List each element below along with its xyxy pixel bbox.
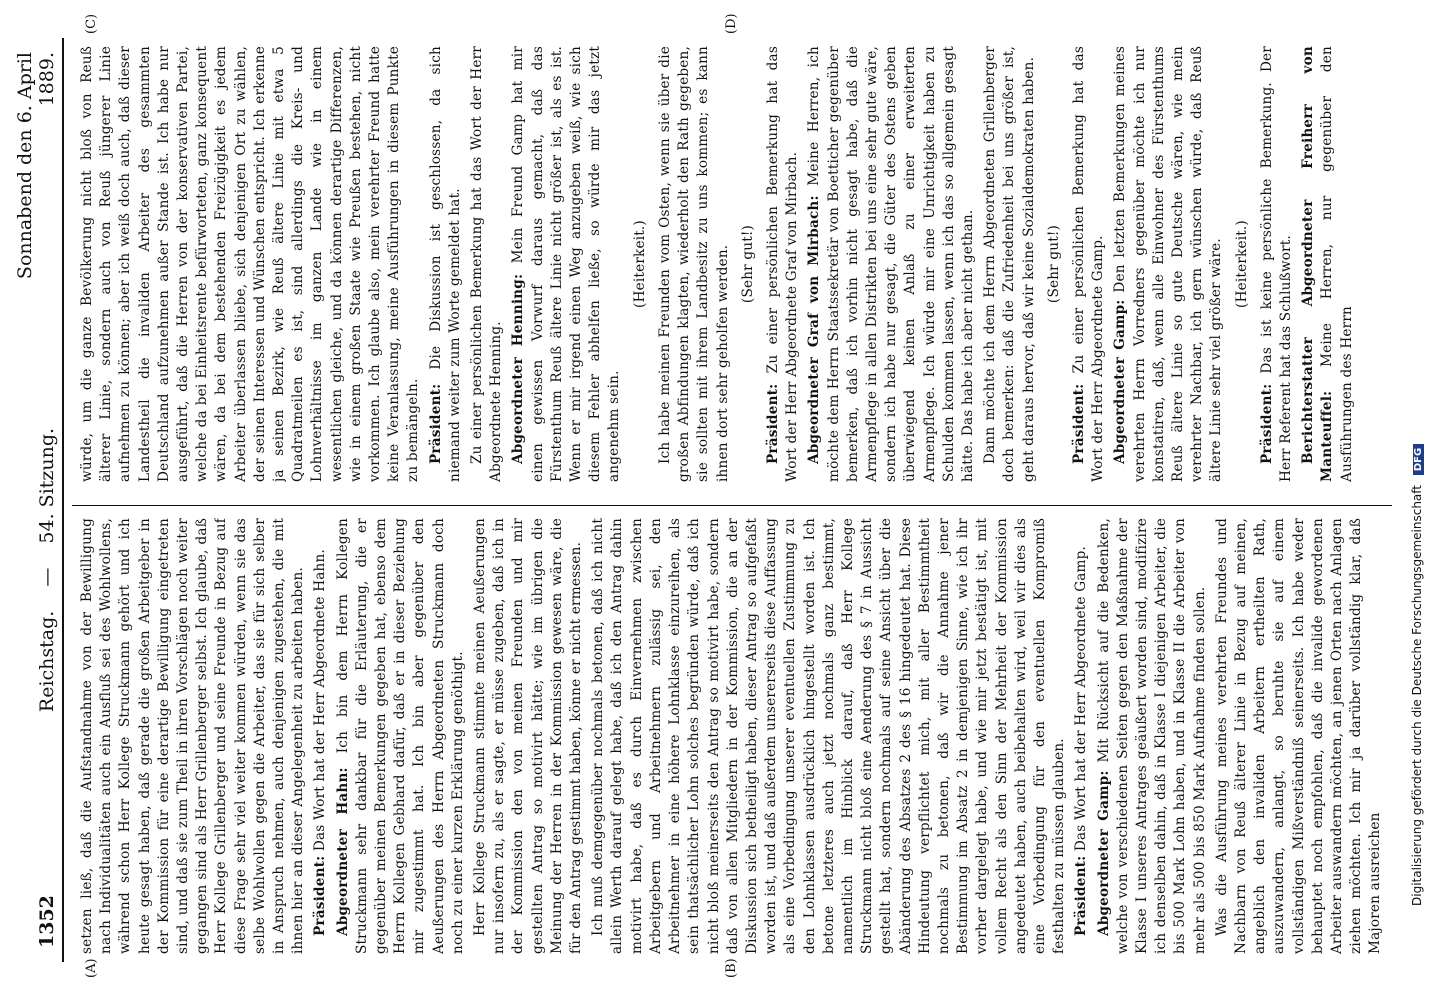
speaker-name: Präsident: xyxy=(1258,383,1275,464)
speech-text: Das Wort hat der Herr Abgeordnete Hahn. xyxy=(312,549,329,852)
speech-text: Zu einer persönlichen Bemerkung hat das Wort der Herr Abgeordnete Gamp. xyxy=(1070,46,1107,482)
speech-paragraph xyxy=(764,46,802,482)
text-paragraph: Ich habe meinen Freunden vom Osten, wenn sie über die großen Abfindungen klagten, wiederholt den Rath gegeben, sie sollten mit ihrem Landbesitz zu uns kommen; es kann ihnen dort sehr geholfen werden. xyxy=(656,46,731,482)
speaker-name: Präsident: xyxy=(312,855,329,936)
header-date: Sonnabend den 6. April 1889. xyxy=(14,52,58,280)
speaker-name: Präsident: xyxy=(427,383,444,464)
speech-text: Das Wort hat der Herr Abgeordnete Gamp. xyxy=(1073,545,1090,852)
speaker-name: Präsident: xyxy=(1070,383,1087,464)
speech-paragraph xyxy=(1095,518,1210,954)
stage-direction: (Sehr gut!) xyxy=(739,224,756,304)
text-paragraph: setzen ließ, daß die Aufstandnahme von der Bewilligung nach Individualitäten auch ein Ausfluß sei des Wohlwollens, während schon Herr Kollege Struckmann gehört und ich heute gesagt haben, daß gerade die großen Arbeitgeber in der Kommission für eine derartige Bewilligung eingetreten sind, und daß sie zum Theil in ihren Vorschlägen noch weiter gegangen sind als Herr Grillenberger selbst. Ich glaube, daß Herr Kollege Grillenberger und seine Freunde in Bezug auf diese Frage sehr viel weiter kommen würden, wenn sie das selbe Wohlwollen gegen die Arbeiter, das sie für sich selber in Anspruch nehmen, auch denjenigen zugestehen, die mit ihnen hier an dieser Angelegenheit zu arbeiten haben. xyxy=(79,518,307,954)
dfg-logo: DFG xyxy=(1413,444,1424,475)
text-paragraph: Ich muß demgegenüber nochmals betonen, daß ich nicht allein Werth darauf gelegt habe, daß ich den Antrag dahin motivirt habe, daß es durch Einvernehmen zwischen Arbeitgebern und Arbeitnehmern zulässig sei, den Arbeitnehmer in eine höhere Lohnklasse einzureihen, als sein thatsächlicher Lohn solches begründen würde, daß ich nicht bloß meinerseits den Antrag so motivirt habe, sondern daß von allen Mitgliedern in der Kommission, die an der Diskussion sich betheiligt haben, dieser Antrag so aufgefaßt worden ist, und daß außerdem unsererseits diese Auffassung als eine Vorbedingung unserer eventuellen Zustimmung zu den Lohnklassen ausdrücklich hingestellt worden ist. Ich betone letzteres auch jetzt nochmals ganz bestimmt, namentlich im Hinblick darauf, daß Herr Kollege Struckmann nicht bloß eine Aenderung des § 7 in Aussicht gestellt hat, sondern nochmals auf seine Ansicht über die Abänderung des Absatzes 2 des § 16 hingedeutet hat. Diese Hindeutung verpflichtet mich, mit aller Bestimmtheit nochmals zu betonen, daß wir die Annahme jener Bestimmung im Absatz 2 in demjenigen Sinne, wie ich ihr vorher dargelegt habe, und wie mir jetzt bestätigt ist, mit vollem Recht als den Sinn der Mehrheit der Kommission angedeutet haben, auch beibehalten wird, weil wir dies als eine Vorbedingung für den eventuellen Kompromiß festhalten zu müssen glauben. xyxy=(590,518,1068,954)
header-dash: — xyxy=(36,567,58,587)
speech-paragraph xyxy=(334,518,468,954)
speech-paragraph xyxy=(805,46,978,482)
speaker-name: Präsident: xyxy=(1073,855,1090,936)
speech-paragraph xyxy=(1070,46,1108,482)
header-rule xyxy=(62,38,64,962)
speech-text: Meine Herren, ich möchte dem Herrn Staatssekretär von Boetticher gegenüber bemerken, daß ich vorhin nicht gesagt habe, daß die Armenpflege in allen Distrikten bei uns eine sehr gute wäre, sondern ich habe nur gesagt, die Güter des Ostens geben überwiegend keinen Anlaß zu einer erweiterten Armenpflege. Ich würde mir eine Unrichtigkeit haben zu Schulden kommen lassen, wenn ich das so allgemein gesagt hätte. Das habe ich aber nicht gethan. xyxy=(806,46,976,482)
speech-paragraph xyxy=(1111,46,1226,482)
page-number: 1352 xyxy=(36,895,58,948)
speech-paragraph xyxy=(1299,46,1357,482)
speech-text: Das ist keine persönliche Bemerkung. Der Herr Referent hat das Schlußwort. xyxy=(1258,46,1294,482)
text-paragraph: Herr Kollege Struckmann stimmte meinen Aeußerungen nur insofern zu, als er sagte, er müsse zugeben, daß ich in der Kommission den von meinen Freunden und mir gestellten Antrag so motivirt hätte; wie im übrigen die Meinung der Herren in der Kommission gewesen wäre, die für den Antrag gestimmt haben, könne er nicht ermessen. xyxy=(472,518,585,954)
speaker-name: Abgeordneter Gamp: xyxy=(1112,299,1129,464)
speech-text: Mein Freund Gamp hat mir einen gewissen Vorwurf daraus gemacht, daß das Fürstenthum Reuß ältere Linie nicht größer ist, als es ist. Wenn er mir irgend einen Weg anzugeben weiß, wie sich diesem Fehler abhelfen ließe, so würde mir das jetzt angenehm sein. xyxy=(510,46,623,482)
stage-direction: (Heiterkeit.) xyxy=(1233,220,1250,308)
right-column xyxy=(78,46,1394,482)
header-title xyxy=(36,312,58,828)
speech-paragraph xyxy=(1258,46,1296,482)
session-label: 54. Sitzung. xyxy=(36,427,58,544)
digitization-footer xyxy=(1410,6,1424,906)
speaker-name: Präsident: xyxy=(764,383,781,464)
speaker-name: Abgeordneter Henning: xyxy=(510,273,527,464)
speech-paragraph xyxy=(1072,518,1091,954)
text-paragraph: Dann möchte ich dem Herrn Abgeordneten Grillenberger doch bemerken: daß die Zufriedenheit bei uns größer ist, geht daraus hervor, daß wir keine Sozialdemokraten haben. xyxy=(982,46,1037,482)
speech-text: Mit Rücksicht auf die Bedenken, welche von verschiedenen Seiten gegen den Maßnahme der Klasse I unseres Antrages geäußert worden sind, modifizire ich denselben dahin, daß in Klasse I diejenigen Arbeiter, die bis 500 Mark Lohn haben, und in Klasse II die Arbeiter von mehr als 500 bis 850 Mark Aufnahme finden sollen. xyxy=(1095,518,1208,954)
speaker-name: Abgeordneter Graf von Mirbach: xyxy=(806,195,823,464)
stage-direction: (Sehr gut!) xyxy=(1045,224,1062,304)
margin-marker-b: (B) xyxy=(724,958,739,978)
speech-text: Die Diskussion ist geschlossen, da sich niemand weiter zum Worte gemeldet hat. xyxy=(427,46,463,482)
margin-marker-c: (C) xyxy=(84,13,99,34)
speaker-name: Abgeordneter Gamp: xyxy=(1095,770,1112,936)
speech-text: Zu einer persönlichen Bemerkung hat das Wort der Herr Abgeordnete Graf von Mirbach. xyxy=(764,46,801,482)
margin-marker-a: (A) xyxy=(84,958,99,978)
speech-text: Ich bin dem Herrn Kollegen Struckmann sehr dankbar für die Erläuterung, die er gegenüber meinen Bemerkungen gegeben hat, ebenso dem Herrn Kollegen Gebhard dafür, daß er in dieser Beziehung mir zugestimmt hat. Ich bin aber gegenüber den Aeußerungen des Herrn Abgeordneten Struckmann doch noch zu einer kurzen Erklärung genöthigt. xyxy=(334,518,466,954)
speech-paragraph xyxy=(427,46,465,482)
running-header xyxy=(14,52,58,948)
speech-text: Den letzten Bemerkungen meines verehrten Herrn Vorredners gegenüber möchte ich nur konstatiren, daß, wenn alle Einwohner des Fürstenthums Reuß ältere Linie so gute Deutsche wären, wie mein verehrter Nachbar, ich gern wünschen würde, daß Reuß ältere Linie sehr viel größer wäre. xyxy=(1112,46,1225,482)
footer-text: Digitalisierung gefördert durch die Deutsche Forschungsgemeinschaft xyxy=(1410,484,1424,906)
reichstag-label: Reichstag. xyxy=(36,610,58,713)
speech-paragraph xyxy=(311,518,330,954)
speech-text: Meine Herren, nur gegenüber den Ausführungen des Herrn xyxy=(1319,46,1355,482)
left-column xyxy=(78,518,1394,954)
speaker-name: Berichterstatter Abgeordneter Freiherr von Manteuffel: xyxy=(1300,46,1336,482)
speaker-name: Abgeordneter Hahn: xyxy=(334,767,351,936)
column-divider xyxy=(72,505,1392,506)
text-paragraph: Zu einer persönlichen Bemerkung hat das Wort der Herr Abgeordnete Henning. xyxy=(469,46,505,482)
margin-marker-d: (D) xyxy=(724,13,739,34)
text-paragraph: würde, um die ganze Bevölkerung nicht bloß von Reuß älterer Linie, sondern auch von Reuß jüngerer Linie aufnehmen zu können; aber ich weiß doch auch, daß dieser Landestheil die invaliden Arbeiter des gesammten Deutschland aufzunehmen außer Stande ist. Ich habe nur ausgeführt, daß die Herren von der konservativen Partei, welche da bei Einheitsrente befürworteten, ganz konsequent wären, da bei dem bestehenden Freizügigkeit es jedem Arbeiter überlassen bliebe, sich denjenigen Ort zu wählen, der seinen Interessen und Wünschen entspricht. Ich erkenne ja seinen Bezirk, wie Reuß ältere Linie mit etwa 5 Quadratmeilen es ist, sind allerdings die Kreis- und Lohnverhältnisse im ganzen Lande wie in einem wesentlichen gleiche, und da können derartige Differenzen, wie in einem großen Staate wie Preußen bestehen, nicht vorkommen. Ich glaube also, mein verehrter Freund hatte keine Veranlassung, meine Ausführungen in diesem Punkte zu bemängeln. xyxy=(79,46,422,482)
stage-direction: (Heiterkeit.) xyxy=(631,220,648,308)
text-paragraph: Was die Ausführung meines verehrten Freundes und Nachbarn von Reuß älterer Linie in Bezug auf meinen, angeblich den invaliden Arbeitern ertheilten Rath, auszuwandern, anlangt, so beruhte sie auf einem vollständigen Mißverständniß seinerseits. Ich habe weder behauptet noch empfohlen, daß die invalide gewordenen Arbeiter auswandern möchten, an jenen Orten nach Anlagen ziehen möchten. Ich mir ja darüber vollständig klar, daß Majoren ausreichen xyxy=(1213,518,1384,954)
speech-paragraph xyxy=(509,46,624,482)
